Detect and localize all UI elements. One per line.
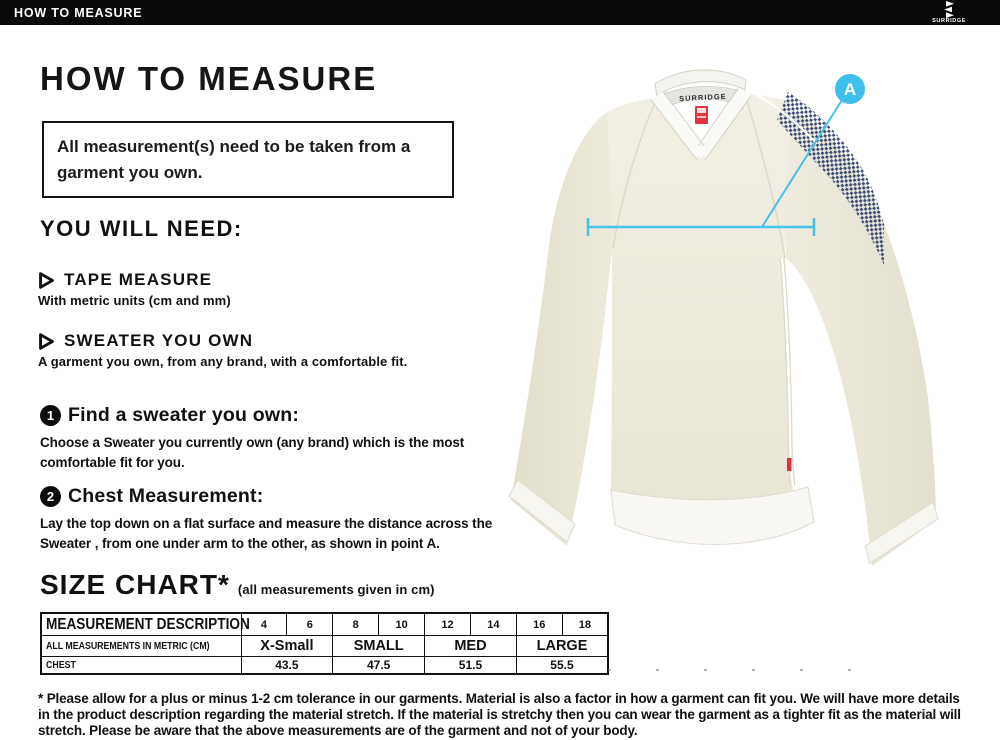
size-group-cell: MED <box>425 636 517 657</box>
need-item-tape-measure <box>38 270 508 308</box>
size-chart-heading <box>40 569 435 601</box>
need-item-label: SWEATER YOU OWN <box>64 331 254 350</box>
tolerance-footnote: * Please allow for a plus or minus 1-2 cm tolerance in our garments. Material is also a factor in how a garment can fit you. We will have more details in the product description regarding the material stretch. If the material is stretchy then you can wear the garment as a tighter fit as the material will stretch. Please be aware that the above measurements are of the garment and not of your body. <box>38 691 961 738</box>
need-item-description: With metric units (cm and mm) <box>38 293 231 308</box>
need-item-label: TAPE MEASURE <box>64 270 213 289</box>
step-title: Find a sweater you own: <box>68 404 300 426</box>
metric-label-cell: ALL MEASUREMENTS IN METRIC (CM) <box>41 636 241 657</box>
step-2 <box>40 485 510 553</box>
table-row-sizes <box>41 613 608 636</box>
neck-brand-text: SURRIDGE <box>678 91 727 104</box>
value-cell: 43.5 <box>241 657 333 675</box>
surridge-s-icon <box>940 1 958 18</box>
brand-logo <box>932 1 966 25</box>
neck-label-detail <box>697 108 706 113</box>
size-group-cell: SMALL <box>333 636 425 657</box>
size-cell: 6 <box>287 613 333 636</box>
step-title: Chest Measurement: <box>68 485 264 507</box>
table-header-cell: MEASUREMENT DESCRIPTION <box>41 613 241 636</box>
you-will-need-heading: YOU WILL NEED: <box>40 216 243 241</box>
need-item-sweater <box>38 331 508 369</box>
size-cell: 18 <box>562 613 608 636</box>
need-item-description: A garment you own, from any brand, with a comfortable fit. <box>38 354 408 369</box>
side-seam-red-tag <box>787 458 792 471</box>
top-bar <box>0 0 1000 25</box>
step-description: Choose a Sweater you currently own (any brand) which is the most comfortable fit for you. <box>40 435 465 470</box>
size-cell: 8 <box>333 613 379 636</box>
page-title: HOW TO MEASURE <box>40 60 378 97</box>
size-cell: 12 <box>425 613 471 636</box>
size-cell: 10 <box>379 613 425 636</box>
step-1 <box>40 404 510 472</box>
brand-name: SURRIDGE <box>932 17 966 24</box>
measurement-label-cell: CHEST <box>41 657 241 675</box>
triangle-bullet-icon <box>38 272 55 289</box>
value-cell: 51.5 <box>425 657 517 675</box>
table-row-chest <box>41 657 608 675</box>
step-number-badge: 1 <box>40 405 61 426</box>
step-description: Lay the top down on a flat surface and measure the distance across the Sweater , from one under arm to the other, as shown in point A. <box>40 516 493 551</box>
triangle-bullet-icon <box>38 333 55 350</box>
size-group-cell: LARGE <box>516 636 608 657</box>
size-cell: 16 <box>516 613 562 636</box>
sweater-diagram <box>505 30 1000 615</box>
neck-label-detail <box>697 116 706 118</box>
size-chart-title: SIZE CHART* <box>40 569 230 600</box>
size-cell: 4 <box>241 613 287 636</box>
faint-dashed-line <box>608 669 870 671</box>
size-cell: 14 <box>470 613 516 636</box>
value-cell: 55.5 <box>516 657 608 675</box>
size-chart-table <box>40 612 609 675</box>
step-number-badge: 2 <box>40 486 61 507</box>
sweater-left-sleeve <box>511 112 612 546</box>
value-cell: 47.5 <box>333 657 425 675</box>
notice-box: All measurement(s) need to be taken from a garment you own. <box>42 121 454 198</box>
point-a-label: A <box>843 80 857 99</box>
table-row-size-groups <box>41 636 608 657</box>
top-bar-title: HOW TO MEASURE <box>14 5 143 20</box>
size-chart-subtitle: (all measurements given in cm) <box>237 582 435 597</box>
size-group-cell: X-Small <box>241 636 333 657</box>
